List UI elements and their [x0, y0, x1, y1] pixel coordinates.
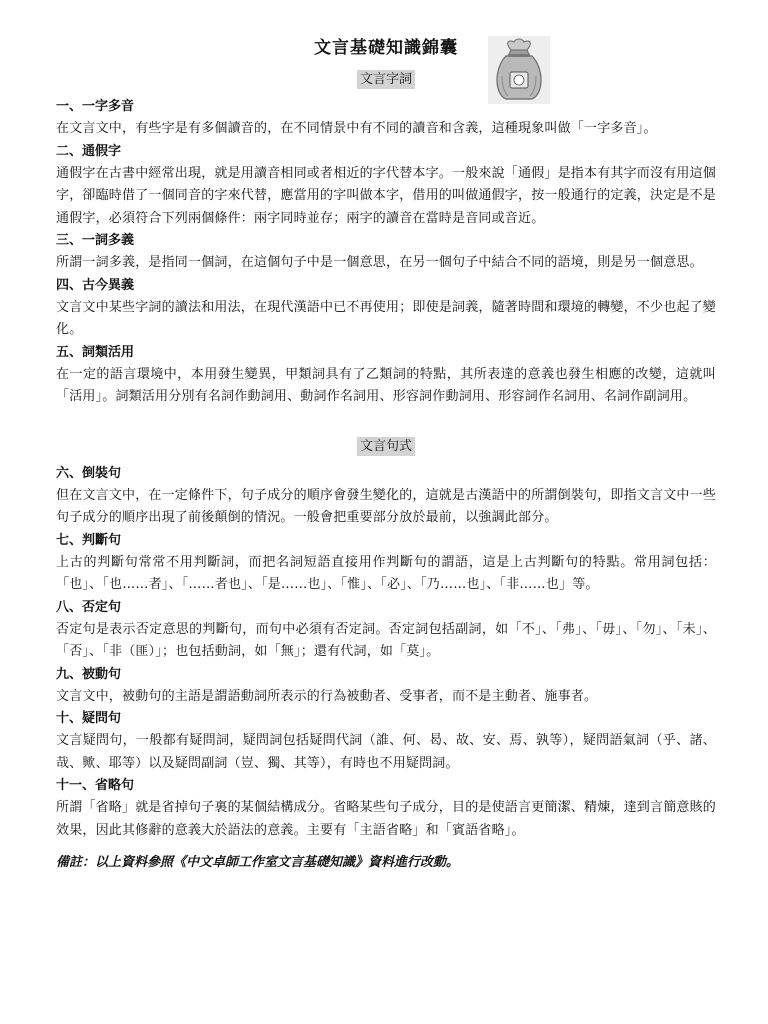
item-body: 文言文中，被動句的主語是謂語動詞所表示的行為被動者、受事者，而不是主動者、施事者。 — [56, 688, 598, 704]
section-heading-words: 文言字詞 — [56, 68, 716, 88]
item-heading: 十、疑問句 — [56, 711, 122, 726]
section-heading-sentences: 文言句式 — [56, 435, 716, 455]
item-heading: 八、否定句 — [56, 599, 122, 615]
item-body: 文言文中某些字詞的讀法和用法，在現代漢語中已不再使用；即使是詞義，隨著時間和環境的轉變，不少也起了變化。 — [56, 299, 717, 337]
item-heading: 一、一字多音 — [56, 99, 135, 114]
item-body: 否定句是表示否定意思的判斷句，而句中必須有否定詞。否定詞包括副詞，如「不」、「弗」、「毋」、「勿」、「未」、「否」、「非（匪）」；也包括動詞，如「無」；還有代詞，如「莫」。 — [56, 621, 716, 659]
item-heading: 十一、省略句 — [56, 778, 135, 793]
section-gap — [56, 409, 716, 427]
page-title: 文言基礎知識錦囊 — [314, 38, 458, 58]
item-body: 所謂「省略」就是省掉句子裏的某個結構成分。省略某些句子成分，目的是使語言更簡潔、精煉，達到言簡意賅的效果，因此其修辭的意義大於語法的意義。主要有「主語省略」和「賓語省略」。 — [56, 800, 717, 838]
item-heading: 二、通假字 — [56, 143, 122, 159]
item-body: 文言疑問句，一般都有疑問詞，疑問詞包括疑問代詞（誰、何、曷、故、安、焉、孰等），疑問語氣詞（乎、諸、哉、歟、耶等）以及疑問副詞（豈、獨、其等），有時也不用疑問詞。 — [56, 733, 716, 771]
document-page — [56, 36, 716, 887]
item-heading: 七、判斷句 — [56, 532, 122, 548]
footnote: 備註：以上資料參照《中文卓師工作室文言基礎知識》資料進行改動。 — [56, 855, 460, 870]
item-heading: 六、倒裝句 — [56, 465, 122, 481]
item-body: 但在文言文中，在一定條件下，句子成分的順序會發生變化的，這就是古漢語中的所謂倒裝句，即指文言文中一些句子成分的順序出現了前後顛倒的情況。一般會把重要部分放於最前，以強調此部分。 — [56, 487, 717, 525]
item-heading: 三、一詞多義 — [56, 233, 135, 248]
item-body: 所謂一詞多義，是指同一個詞，在這個句子中是一個意思，在另一個句子中結合不同的語境，則是另一個意思。 — [56, 255, 703, 270]
item-body: 在文言文中，有些字是有多個讀音的，在不同情景中有不同的讀音和含義，這種現象叫做「一字多音」。 — [56, 121, 657, 136]
section-words — [56, 96, 716, 409]
item-heading: 九、被動句 — [56, 666, 122, 682]
item-heading: 五、詞類活用 — [56, 344, 135, 360]
section-sentences — [56, 463, 716, 843]
item-heading: 四、古今異義 — [56, 277, 135, 293]
item-body: 在一定的語言環境中，本用發生變異，甲類詞具有了乙類詞的特點，其所表達的意義也發生相應的改變，這就叫「活用」。詞類活用分別有名詞作動詞用、動詞作名詞用、形容詞作動詞用、形容詞作名詞用、名詞作副詞用。 — [56, 366, 716, 404]
item-body: 通假字在古書中經常出現，就是用讀音相同或者相近的字代替本字。一般來說「通假」是指本有其字而沒有用這個字，卻臨時借了一個同音的字來代替，應當用的字叫做本字，借用的叫做通假字，按一般通行的定義，決定是不是通假字，必須符合下列兩個條件：兩字同時並存；兩字的讀音在當時是音同或音近。 — [56, 165, 717, 226]
item-body: 上古的判斷句常常不用判斷詞，而把名詞短語直接用作判斷句的謂語，這是上古判斷句的特點。常用詞包括：「也」、「也……者」、「……者也」、「是……也」、「惟」、「必」、「乃……也」、「非……也」等。 — [56, 554, 716, 592]
